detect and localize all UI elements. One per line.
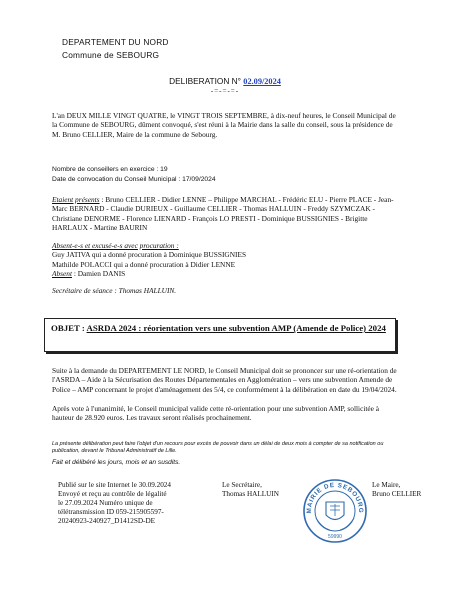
present-names: : Bruno CELLIER - Didier LENNE – Philippe MARCHAL - Frédéric ELU - Pierre PLACE - Jean-Marc BERNARD - Claudie DURIEUX - Guillaume CELLIER - Thomas HALLUIN - Freddy SZYMCZAK - Christiane DENORME - Florence LIENARD - François LO PRESTI - Dominique BUSSIGNIES - Brigitte HARLAUX - Martine BAURIN bbox=[52, 195, 394, 233]
publication-line: Publié sur le site Internet le 30.09.2024 bbox=[58, 481, 171, 489]
svg-text:59990: 59990 bbox=[328, 534, 342, 540]
secretary-signature-block bbox=[222, 481, 279, 499]
convocation-date: Date de convocation du Conseil Municipal : 17/09/2024 bbox=[52, 176, 216, 183]
present-list bbox=[52, 195, 397, 233]
objet-box bbox=[44, 318, 396, 352]
svg-text:MAIRIE DE SEBOURG: MAIRIE DE SEBOURG bbox=[305, 481, 365, 514]
objet-title: ASRDA 2024 : réorientation vers une subvention AMP (Amende de Police) 2024 bbox=[86, 323, 386, 333]
absent-names: : Damien DANIS bbox=[72, 269, 126, 278]
deliberation-label: DELIBERATION N° bbox=[169, 76, 241, 86]
secretary-title: Le Secrétaire, bbox=[222, 481, 262, 489]
present-label: Etaient présents bbox=[52, 195, 100, 204]
proxy-item-2: Mathilde POLACCI qui a donné procuration à Didier LENNE bbox=[52, 259, 236, 269]
proxy-item-1: Guy JATIVA qui a donné procuration à Dominique BUSSIGNIES bbox=[52, 250, 247, 259]
publication-line: télétransmission ID 059-215905597- bbox=[58, 508, 164, 517]
deliberation-title bbox=[0, 76, 450, 86]
done-deliberated: Fait et délibéré les jours, mois et an susdits. bbox=[52, 459, 181, 466]
intro-paragraph: L'an DEUX MILLE VINGT QUATRE, le VINGT TROIS SEPTEMBRE, à dix-neuf heures, le Conseil Municipal de la Commune de SEBOURG, dûment convoqué, s'est réuni à la Mairie dans la salle du conseil, sous la présidence de M. Bruno CELLIER, Maire de la commune de Sebourg. bbox=[52, 111, 396, 139]
mayor-title: Le Maire, bbox=[372, 481, 401, 489]
absent-line bbox=[52, 269, 397, 278]
secretary-name: Thomas HALLUIN bbox=[222, 490, 279, 499]
publication-line: le 27.09.2024 Numéro unique de bbox=[58, 499, 153, 508]
mayor-name: Bruno CELLIER bbox=[372, 490, 422, 499]
body-paragraph-1: Suite à la demande du DEPARTEMENT LE NORD, le Conseil Municipal doit se prononcer sur une ré-orientation de l'ASRDA – Aide à la Sécurisation des Routes Départementales en Agglomération – vers une subvention Amende de Police – AMP concernant le projet d'aménagement des 5/4, ce conformément à la délibération en date du 19/04/2024. bbox=[52, 366, 397, 394]
proxy-label: Absent-e-s et excusé-e-s avec procuration : bbox=[52, 241, 179, 250]
publication-line: 20240923-240927_D1412SD-DE bbox=[58, 517, 156, 526]
objet-label: OBJET : bbox=[51, 323, 85, 333]
councillors-count: Nombre de conseillers en exercice : 19 bbox=[52, 166, 168, 173]
mayor-signature-block bbox=[372, 481, 421, 499]
publication-info bbox=[58, 481, 208, 526]
department-heading: DEPARTEMENT DU NORD bbox=[62, 37, 169, 47]
body-paragraph-2: Après vote à l'unanimité, le Conseil municipal valide cette ré-orientation pour une subvention AMP, sollicitée à hauteur de 28.920 euros. Les travaux seront réalisés prochainement. bbox=[52, 403, 380, 422]
separator: -=-=-=- bbox=[210, 87, 240, 95]
absent-label: Absent bbox=[52, 269, 72, 278]
appeal-notice: La présente délibération peut faire l'objet d'un recours pour excès de pouvoir dans un délai de deux mois à compter de sa notification ou publication, devant le Tribunal Administratif de Lille. bbox=[52, 441, 384, 455]
publication-line: Envoyé et reçu au contrôle de légalité bbox=[58, 490, 167, 499]
municipal-seal-icon bbox=[302, 478, 368, 544]
session-secretary: Secrétaire de séance : Thomas HALLUIN. bbox=[52, 286, 177, 295]
commune-heading: Commune de SEBOURG bbox=[62, 50, 160, 60]
deliberation-number-link[interactable]: 02.09/2024 bbox=[243, 77, 281, 86]
